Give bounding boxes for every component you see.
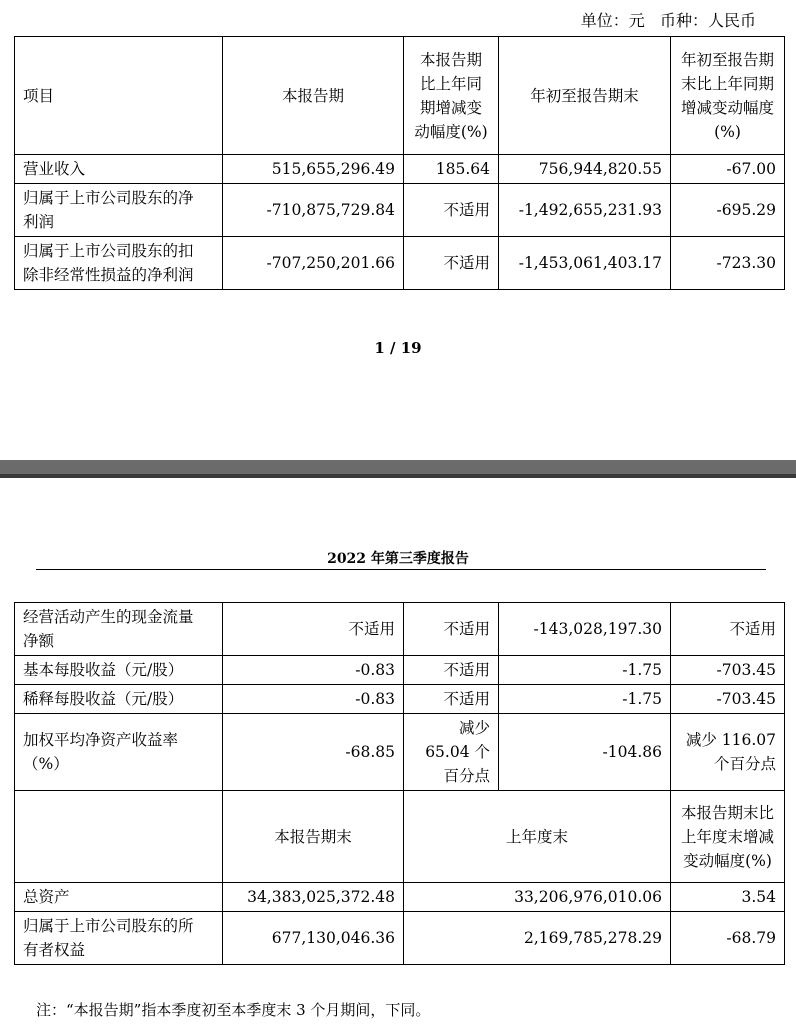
cell-value: -1,492,655,231.93 [499, 184, 671, 237]
cell-value: -723.30 [671, 237, 785, 290]
cell-value: 不适用 [671, 603, 785, 656]
cell-value: 756,944,820.55 [499, 155, 671, 184]
cell-value: 不适用 [404, 603, 499, 656]
cell-value: -1.75 [499, 685, 671, 714]
table-header-row [15, 37, 785, 155]
cell-value: -695.29 [671, 184, 785, 237]
row-label: 归属于上市公司股东的所 有者权益 [15, 912, 223, 965]
cell-value: 不适用 [404, 237, 499, 290]
cell-value: -703.45 [671, 685, 785, 714]
table-subheader-row [15, 791, 785, 883]
header-item: 项目 [15, 37, 223, 155]
cell-value: 减少 116.07 个百分点 [671, 714, 785, 791]
cell-value: -143,028,197.30 [499, 603, 671, 656]
subheader-prior-year-end: 上年度末 [404, 791, 671, 883]
header-ytd-change: 年初至报告期 末比上年同期 增减变动幅度 (%) [671, 37, 785, 155]
row-label: 基本每股收益（元/股） [15, 656, 223, 685]
row-label: 归属于上市公司股东的净 利润 [15, 184, 223, 237]
cell-value: -1.75 [499, 656, 671, 685]
row-label: 经营活动产生的现金流量 净额 [15, 603, 223, 656]
cell-value: 185.64 [404, 155, 499, 184]
cell-value: 不适用 [404, 685, 499, 714]
cell-value: 677,130,046.36 [223, 912, 404, 965]
unit-currency-label: 单位：元 币种：人民币 [580, 11, 756, 30]
cell-value: 34,383,025,372.48 [223, 883, 404, 912]
table-row [15, 155, 785, 184]
subheader-period-end: 本报告期末 [223, 791, 404, 883]
row-label: 加权平均净资产收益率 （%） [15, 714, 223, 791]
cell-value: 不适用 [404, 184, 499, 237]
table-row [15, 656, 785, 685]
row-label: 营业收入 [15, 155, 223, 184]
financial-table-bottom [14, 602, 785, 965]
row-label: 稀释每股收益（元/股） [15, 685, 223, 714]
header-ytd: 年初至报告期末 [499, 37, 671, 155]
cell-value: -67.00 [671, 155, 785, 184]
footnote: 注：“本报告期”指本季度初至本季度末 3 个月期间，下同。 [36, 1001, 431, 1019]
cell-value: -0.83 [223, 656, 404, 685]
subheader-change: 本报告期末比 上年度末增减 变动幅度(%) [671, 791, 785, 883]
header-current-change: 本报告期 比上年同 期增减变 动幅度(%) [404, 37, 499, 155]
table-row [15, 714, 785, 791]
cell-value: 减少 65.04 个 百分点 [404, 714, 499, 791]
cell-value: 3.54 [671, 883, 785, 912]
cell-value: -68.79 [671, 912, 785, 965]
financial-table-top [14, 36, 785, 290]
cell-value: -710,875,729.84 [223, 184, 404, 237]
cell-value: 2,169,785,278.29 [404, 912, 671, 965]
table-row [15, 685, 785, 714]
row-label: 总资产 [15, 883, 223, 912]
cell-value: -0.83 [223, 685, 404, 714]
row-label: 归属于上市公司股东的扣 除非经常性损益的净利润 [15, 237, 223, 290]
header-rule [36, 569, 766, 570]
header-current-period: 本报告期 [223, 37, 404, 155]
cell-value: 不适用 [223, 603, 404, 656]
subheader-item [15, 791, 223, 883]
cell-value: -703.45 [671, 656, 785, 685]
table-row [15, 883, 785, 912]
cell-value: 不适用 [404, 656, 499, 685]
cell-value: 515,655,296.49 [223, 155, 404, 184]
table-row [15, 184, 785, 237]
cell-value: -104.86 [499, 714, 671, 791]
cell-value: -707,250,201.66 [223, 237, 404, 290]
cell-value: -68.85 [223, 714, 404, 791]
page-separator [0, 460, 796, 478]
cell-value: 33,206,976,010.06 [404, 883, 671, 912]
report-header-title: 2022 年第三季度报告 [327, 551, 469, 567]
page-number: 1 / 19 [374, 339, 422, 357]
cell-value: -1,453,061,403.17 [499, 237, 671, 290]
table-row [15, 237, 785, 290]
table-row [15, 603, 785, 656]
table-row [15, 912, 785, 965]
